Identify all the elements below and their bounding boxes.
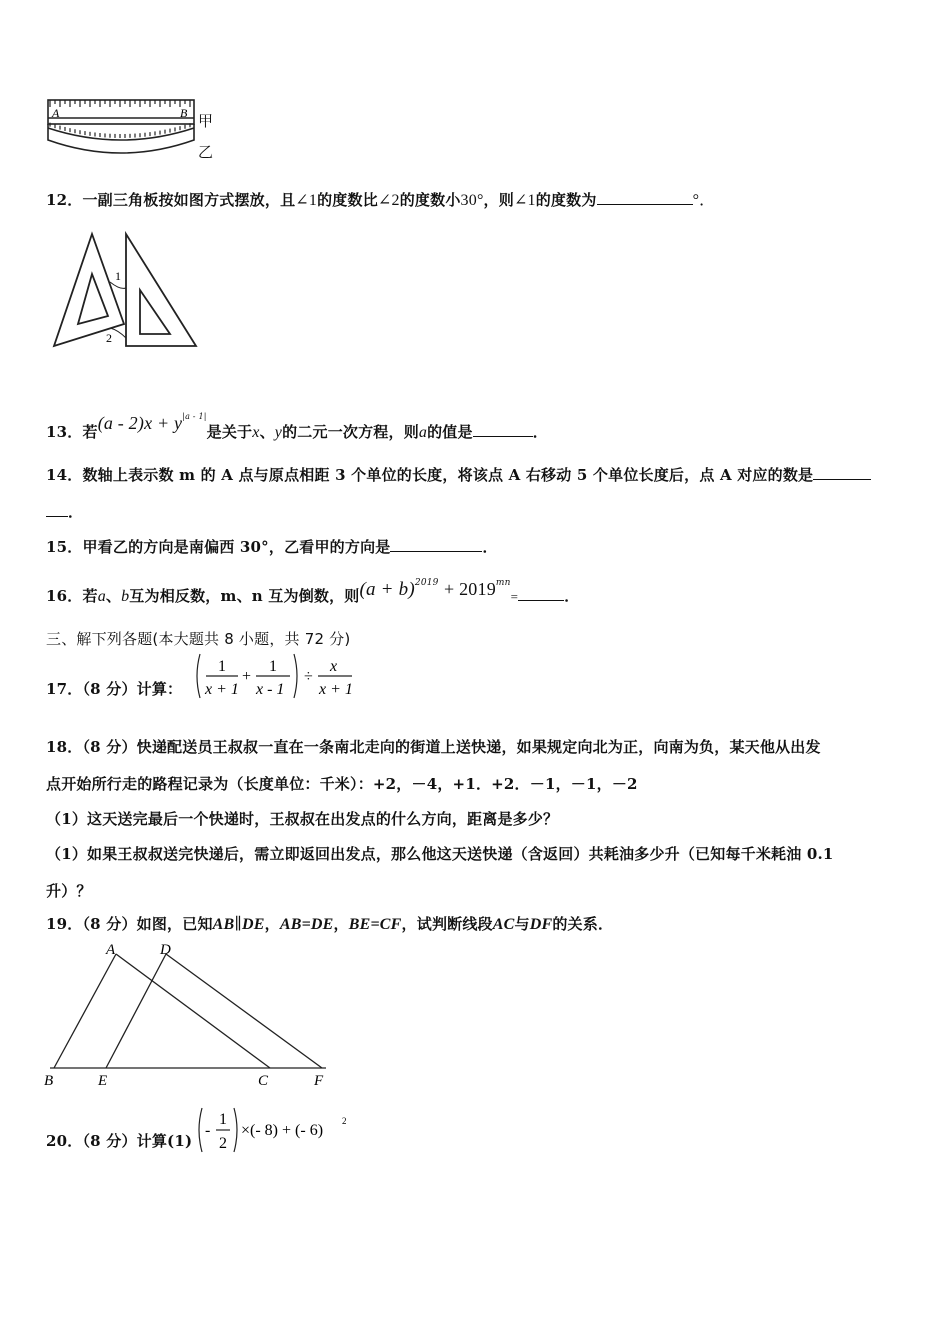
q17-den1: x + 1 xyxy=(205,681,239,698)
q18-line1: （8 分）快递配送员王叔叔一直在一条南北走向的街道上送快递，如果规定向北为正，向南为负，某天他从出发 xyxy=(82,738,821,756)
q13-answer-blank[interactable] xyxy=(473,422,533,437)
q16-tail: ． xyxy=(564,587,580,605)
question-16 xyxy=(46,578,579,606)
q19-c2: ， xyxy=(333,915,349,933)
q16-a: a xyxy=(97,588,106,605)
q19-text: ，试判断线段 xyxy=(401,915,493,933)
q19-triangle-figure xyxy=(40,940,340,1090)
q20-minus: - xyxy=(205,1122,211,1139)
q13-ruo: 若 xyxy=(82,423,98,441)
q13-text1: 是关于 xyxy=(206,423,253,441)
q12-answer-blank[interactable] xyxy=(597,190,693,205)
q16-sep: 、 xyxy=(105,587,122,605)
q17-number: 17． xyxy=(46,680,83,698)
q17-formula xyxy=(192,650,362,702)
q12-text3: 的度数小 xyxy=(399,191,461,209)
q19-df: DF xyxy=(529,916,553,933)
q20-number: 20． xyxy=(46,1132,83,1150)
q20-formula xyxy=(194,1104,354,1156)
q15-number: 15． xyxy=(46,538,83,556)
q19-score: （8 分）如图，已知 xyxy=(82,915,213,933)
q12-text5: 的度数为 xyxy=(535,191,597,209)
q16-b: b xyxy=(121,588,130,605)
q18-sub2-line2: 升）？ xyxy=(46,882,92,900)
q12-text4: ，则 xyxy=(483,191,514,209)
q14-answer-blank[interactable] xyxy=(813,465,871,480)
q17-num3: x xyxy=(330,658,338,675)
q20-score: （8 分）计算(1) xyxy=(82,1132,193,1150)
set-square-right xyxy=(126,234,196,346)
q13-text2: 的二元一次方程，则 xyxy=(282,423,419,441)
q12-tail: °． xyxy=(692,192,716,209)
q19-de: DE xyxy=(242,916,265,933)
q20-exp: 2 xyxy=(342,1116,347,1126)
question-14-cont xyxy=(46,501,83,522)
q18-sub1: （1）这天送完最后一个快递时，王叔叔在出发点的什么方向，距离是多少？ xyxy=(46,810,559,828)
q15-text: 甲看乙的方向是南偏西 30°，乙看甲的方向是 xyxy=(82,538,391,556)
q17-num1: 1 xyxy=(218,658,226,675)
q18-sub2-line1: （1）如果王叔叔送完快递后，需立即返回出发点，那么他这天送快递（含返回）共耗油多少升（已知每千米耗油 0.1 xyxy=(46,845,834,863)
segment-df xyxy=(166,954,322,1068)
ruler-label-b: B xyxy=(180,106,188,120)
q18-number: 18． xyxy=(46,738,83,756)
point-a: A xyxy=(106,942,116,958)
q13-text3: 的值是 xyxy=(427,423,473,441)
q19-ab-de: AB=DE xyxy=(279,916,334,933)
q12-text2: 的度数比 xyxy=(317,191,378,209)
q19-end: 的关系． xyxy=(552,915,614,933)
q16-number: 16． xyxy=(46,587,83,605)
q13-x: x xyxy=(252,424,260,441)
q14-tail: ． xyxy=(68,503,84,521)
q14-text: 数轴上表示数 m 的 A 点与原点相距 3 个单位的长度，将该点 A 右移动 5 个单位长度后，点 A 对应的数是 xyxy=(82,466,814,484)
question-20 xyxy=(46,1130,192,1151)
q15-answer-blank[interactable] xyxy=(390,537,482,552)
q17-den2: x - 1 xyxy=(256,681,285,698)
q17-num2: 1 xyxy=(269,658,277,675)
q13-tail: ． xyxy=(532,423,548,441)
q17-score: （8 分）计算： xyxy=(82,680,183,698)
point-c: C xyxy=(258,1073,269,1089)
q14-number: 14． xyxy=(46,466,83,484)
q12-text1: 一副三角板按如图方式摆放，且 xyxy=(82,191,296,209)
point-d: D xyxy=(160,942,171,958)
section-3-title: 三、解下列各题(本大题共 8 小题，共 72 分) xyxy=(46,630,351,648)
q12-number: 12． xyxy=(46,191,83,209)
q12-angle1b: ∠1 xyxy=(513,192,536,209)
q19-c1: ， xyxy=(264,915,280,933)
q12-angle2: ∠2 xyxy=(377,192,400,209)
q19-ab: AB xyxy=(212,916,235,933)
point-e: E xyxy=(98,1073,108,1089)
q16-expression: $(a + b)^{2019} + 2019^{mn}$ xyxy=(359,578,511,600)
question-14 xyxy=(46,464,871,485)
q19-ac: AC xyxy=(492,916,515,933)
q13-number: 13． xyxy=(46,423,83,441)
ruler-label-jia: 甲 xyxy=(198,112,214,130)
point-f: F xyxy=(314,1073,324,1089)
q20-den: 2 xyxy=(219,1135,227,1152)
q19-parallel: ∥ xyxy=(234,916,242,933)
angle-label-2: 2 xyxy=(106,331,112,345)
q17-plus: + xyxy=(242,668,252,685)
q16-text1: 互为相反数，m、n 互为倒数，则 xyxy=(129,587,360,605)
segment-ba xyxy=(54,954,116,1068)
q16-ruo: 若 xyxy=(82,587,98,605)
q18-line2: 点开始所行走的路程记录为（长度单位：千米）：+2，－4，+1．+2．－1，－1，－2 xyxy=(46,775,638,793)
question-13 xyxy=(46,412,548,442)
q17-den3: x + 1 xyxy=(319,681,353,698)
q17-div: ÷ xyxy=(304,668,313,685)
question-17 xyxy=(46,678,182,699)
q19-yu: 与 xyxy=(514,915,530,933)
angle-label-1: 1 xyxy=(115,269,121,283)
question-18-line1 xyxy=(46,736,821,757)
triangle-set-figure xyxy=(50,230,200,352)
ruler-label-yi: 乙 xyxy=(198,143,214,161)
question-19 xyxy=(46,913,613,934)
q14-answer-blank-cont[interactable] xyxy=(46,502,68,517)
segment-ed xyxy=(106,954,166,1068)
q15-tail: ． xyxy=(482,538,498,556)
q16-eq: = xyxy=(510,589,519,604)
point-b: B xyxy=(44,1073,54,1089)
q13-sep: 、 xyxy=(259,423,275,441)
q12-deg30: 30° xyxy=(460,192,484,209)
question-15 xyxy=(46,536,498,557)
q20-rest: ×(- 8) + (- 6) xyxy=(241,1122,324,1139)
q13-expression: $(a - 2)x + y^{|a - 1|}$ xyxy=(97,412,207,433)
q20-num: 1 xyxy=(219,1111,227,1128)
q19-be-cf: BE=CF xyxy=(348,916,402,933)
q16-answer-blank[interactable] xyxy=(518,586,564,601)
segment-ac xyxy=(116,954,270,1068)
q19-number: 19． xyxy=(46,915,83,933)
q13-y: y xyxy=(274,424,283,441)
q12-angle1: ∠1 xyxy=(295,192,318,209)
question-12 xyxy=(46,187,715,210)
ruler-label-a: A xyxy=(52,106,60,120)
q13-a: a xyxy=(418,424,428,441)
